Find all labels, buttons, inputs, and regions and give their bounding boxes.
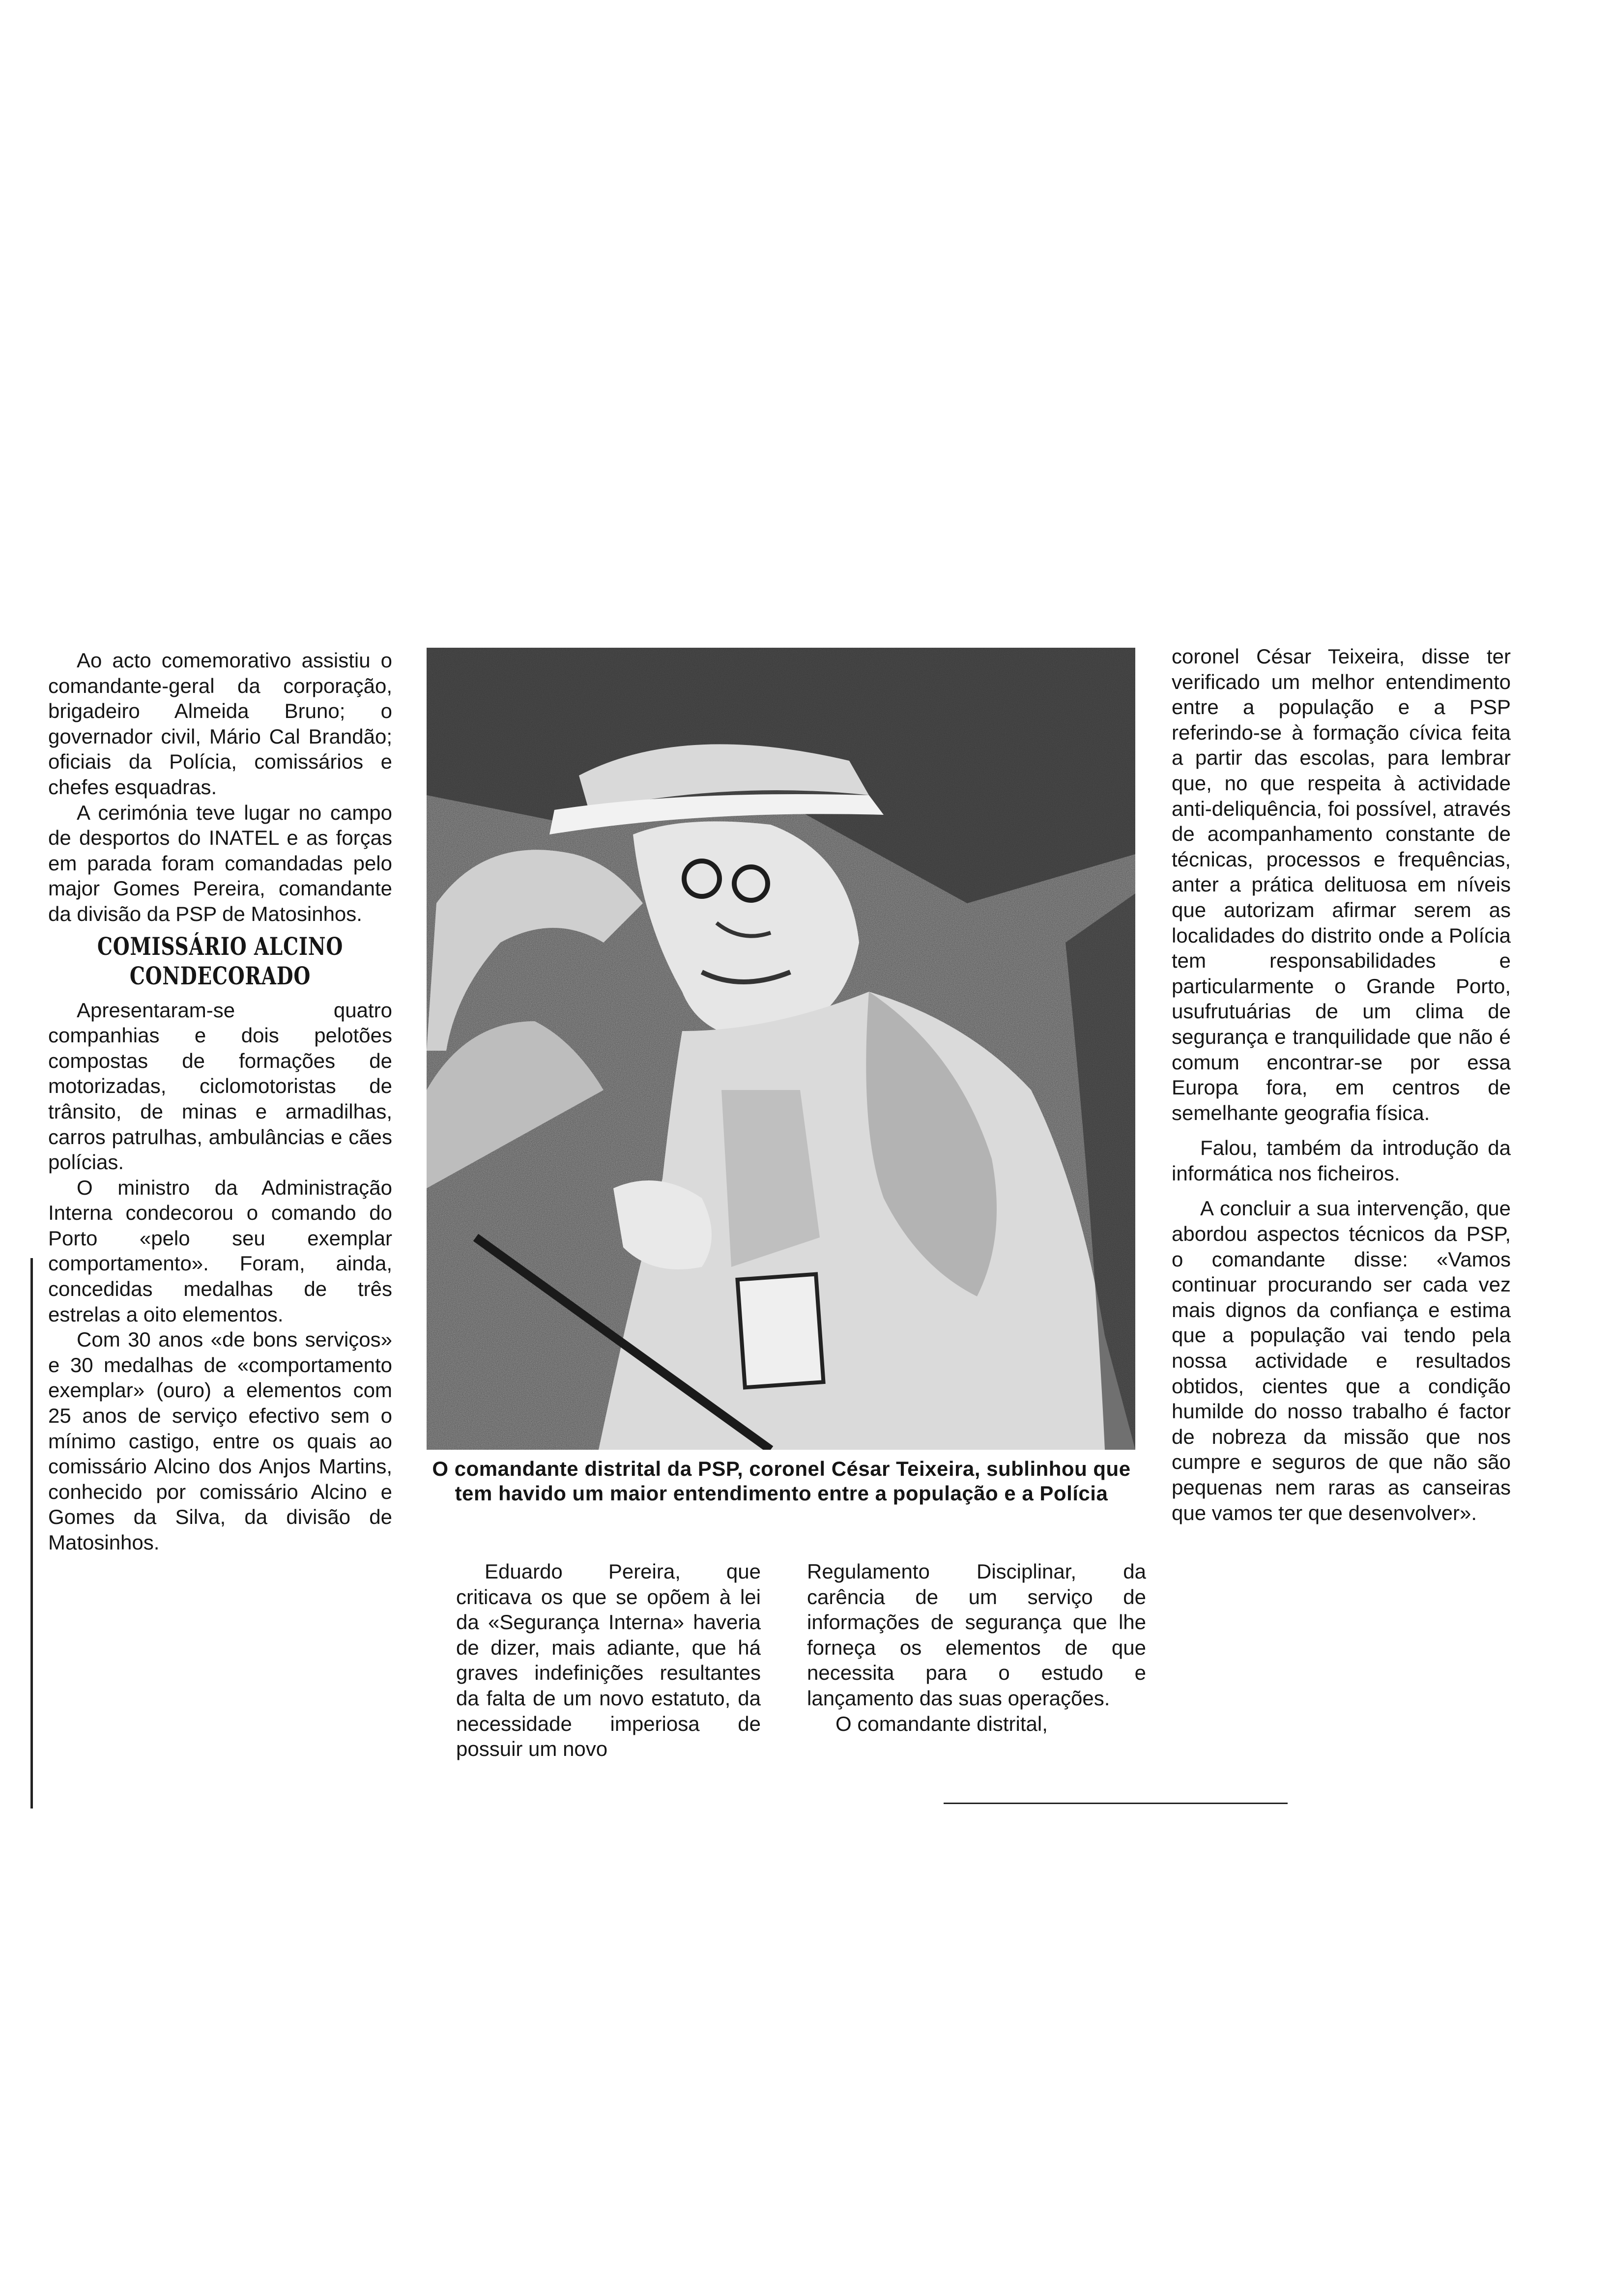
paragraph: O ministro da Administração Interna condecorou o comando do Porto «pelo seu exemplar comportamento». Foram, ainda, concedidas medalhas de três estrelas a oito elementos. — [48, 1176, 392, 1326]
end-rule — [944, 1803, 1288, 1804]
article-column-1 — [48, 648, 392, 1555]
paragraph: A concluir a sua intervenção, que abordou aspectos técnicos da PSP, o comandante disse: «Vamos continuar procurando ser cada vez mais dignos da confiança e estima que a população vai tendo pela nossa actividade e resultados obtidos, cientes que a condição humilde do nosso trabalho é factor de nobreza da missão que nos cumpre e seguros de que não são pequenas nem raras as canseiras que vamos ter que desenvolver». — [1172, 1197, 1511, 1524]
section-subhead — [86, 932, 354, 991]
subhead-line: COMISSÁRIO ALCINO — [97, 931, 344, 961]
paragraph: Ao acto comemorativo assistiu o comandante-geral da corporação, brigadeiro Almeida Bruno; o governador civil, Mário Cal Brandão; oficiais da Polícia, comissários e chefes esquadras. — [48, 649, 392, 799]
paragraph: Falou, também da introdução da informática nos ficheiros. — [1172, 1136, 1511, 1185]
column-rule — [30, 1258, 33, 1808]
paragraph: coronel César Teixeira, disse ter verificado um melhor entendimento entre a população e a PSP referindo-se à formação cívica feita a partir das escolas, para lembrar que, no que respeita à actividade anti-deliquência, foi possível, através de acompanhamento constante de técnicas, processos e frequências, anter a prática delituosa em níveis que autorizam afirmar serem as localidades do distrito onde a Polícia tem responsabilidades e particularmente o Grande Porto, usufrutuárias de um clima de segurança e tranquilidade que não é comum encontrar-se por essa Europa fora, em centros de semelhante geografia física. — [1172, 645, 1511, 1124]
paragraph: A cerimónia teve lugar no campo de desportos do INATEL e as forças em parada foram comandadas pelo major Gomes Pereira, comandante da divisão da PSP de Matosinhos. — [48, 801, 392, 925]
paragraph: O comandante distrital, — [835, 1712, 1048, 1735]
article-column-4 — [1172, 644, 1511, 1525]
paragraph: Eduardo Pereira, que criticava os que se opõem à lei da «Segurança Interna» haveria de dizer, mais adiante, que há graves indefinições resultantes da falta de um novo estatuto, da necessidade imperiosa de possuir um novo — [456, 1560, 761, 1761]
photo-caption: O comandante distrital da PSP, coronel César Teixeira, sublinhou que tem havido um maior entendimento entre a população e a Polícia — [432, 1457, 1131, 1505]
paragraph: Apresentaram-se quatro companhias e dois pelotões compostas de formações de motorizadas, ciclomotoristas de trânsito, de minas e armadilhas, carros patrulhas, ambulâncias e cães polícias. — [48, 998, 392, 1174]
subhead-line: CONDECORADO — [129, 961, 311, 990]
news-photo — [427, 648, 1135, 1450]
paragraph: Regulamento Disciplinar, da carência de um serviço de informações de segurança que lhe forneça os elementos de que necessita para o estudo e lançamento das suas operações. — [807, 1560, 1146, 1710]
photo-illustration — [427, 648, 1135, 1450]
paragraph: Com 30 anos «de bons serviços» e 30 medalhas de «comportamento exemplar» (ouro) a elementos com 25 anos de serviço efectivo sem o mínimo castigo, entre os quais ao comissário Alcino dos Anjos Martins, conhecido por comissário Alcino e Gomes da Silva, da divisão de Matosinhos. — [48, 1328, 392, 1554]
article-column-2 — [456, 1559, 761, 1762]
article-column-3 — [807, 1559, 1146, 1736]
